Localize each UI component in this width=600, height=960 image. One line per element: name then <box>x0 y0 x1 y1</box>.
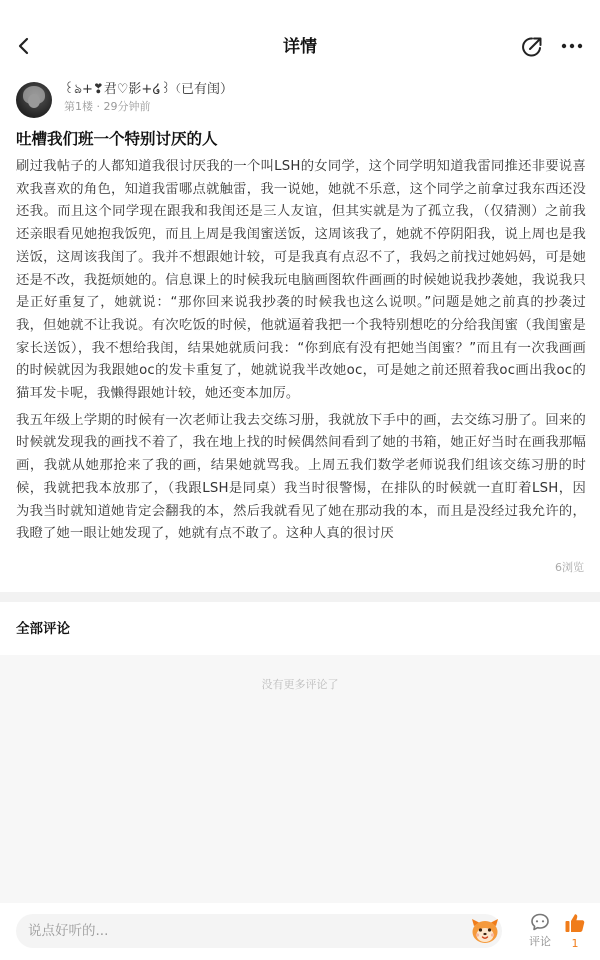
comment-bubble-icon <box>530 912 550 932</box>
bottom-action-bar <box>0 903 600 960</box>
section-divider <box>0 592 600 602</box>
post-paragraph: 我五年级上学期的时候有一次老师让我去交练习册，我就放下手中的画，去交练习册了。回来的时候就发现我的画找不着了，我在地上找的时候偶然间看到了她的书箱，她正好当时在画我那幅画，我就从她那抢来了我的画，结果她就骂我。上周五我们数学老师说我们组该交练习册的时候，我就把我本放那了，（我跟LSH是同桌）我当时很警惕，在排队的时候就一直盯着LSH，因为我当时就知道她肯定会翻我的本，然后我就看见了她在那动我的本，而且是没经过我允许的，我瞪了她一眼让她发现了，她就有点不敢了。这种人真的很讨厌 <box>16 412 586 542</box>
comment-button-label: 评论 <box>529 935 551 948</box>
comment-input[interactable] <box>16 914 502 948</box>
like-count: 1 <box>571 937 579 950</box>
post-meta: 第1楼 · 29分钟前 <box>64 100 151 113</box>
post-paragraph: 刷过我帖子的人都知道我很讨厌我的一个叫LSH的女同学，这个同学明知道我雷同推还非要说喜欢我喜欢的角色，知道我雷哪点就触雷，我一说她，她就不乐意，这个同学之前拿过我东西还没还我。而且这个同学现在跟我和我闺还是三人友谊，但其实就是为了孤立我，（仅猜测）之前我还亲眼看见她抱我饭兜，而且上周是我闺蜜送饭，这周该我了，她就不停阴阳我，说上周也是我送饭，这周该我闺了。我并不想跟她计较，可是我真有点忍不了，我妈之前找过她妈妈，可是她还是不改，我挺烦她的。信息课上的时候我玩电脑画图软件画画的时候她说我抄袭她，我说我只是正好重复了，她就说：“那你回来说我抄袭的时候我也这么说呗。”问题是她之前真的抄袭过我，但她就不让我说。有次吃饭的时候，他就逼着我把一个我特别想吃的分给我闺蜜（我闺蜜是家长送饭），我不想给我闺，结果她就质问我：“你到底有没有把她当闺蜜？”而且有一次我画画的时候就因为我跟她oc的发卡重复了，她就说我半改她oc，可是她之前还照着我oc画出我oc的猫耳发卡呢，我懒得跟她计较，她还变本加厉。 <box>16 159 586 402</box>
page-title: 详情 <box>283 37 317 57</box>
avatar[interactable] <box>16 82 52 118</box>
author-name[interactable]: ꒰ঌ+❣君♡影+໒꒱（已有闺） <box>64 82 233 97</box>
post-body <box>16 156 586 550</box>
mascot-icon[interactable] <box>470 917 500 945</box>
more-dots-icon[interactable] <box>560 36 584 56</box>
view-count: 6浏览 <box>555 561 584 574</box>
thumbs-up-icon <box>564 912 586 934</box>
no-more-comments: 没有更多评论了 <box>261 678 339 691</box>
like-button[interactable] <box>560 912 590 956</box>
share-icon[interactable] <box>520 35 544 59</box>
post-title: 吐槽我们班一个特别讨厌的人 <box>16 130 218 148</box>
author-info <box>16 80 586 120</box>
comment-button[interactable] <box>522 912 558 956</box>
comments-header: 全部评论 <box>16 621 70 637</box>
comments-list <box>0 655 600 903</box>
